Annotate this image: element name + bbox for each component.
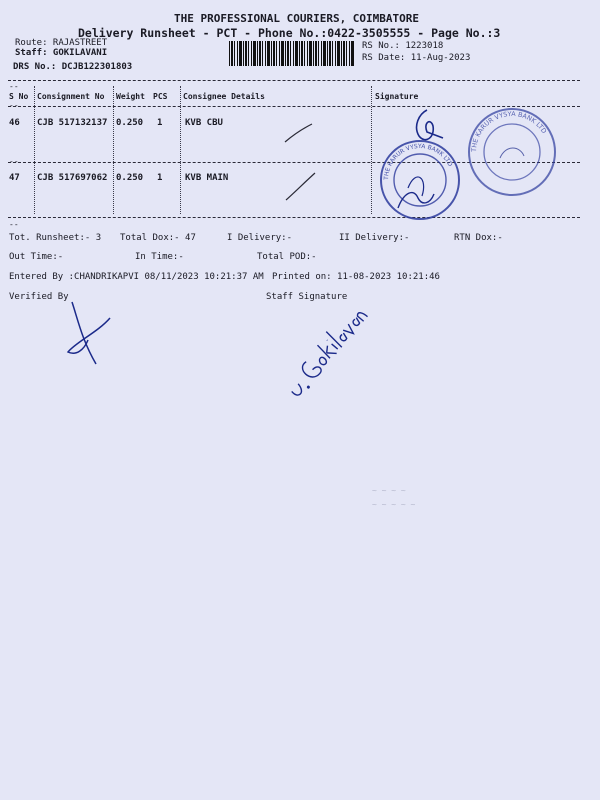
column-divider — [180, 86, 181, 214]
col-header-pcs: PCS — [153, 92, 168, 101]
total-dox: Total Dox:- 47 — [120, 233, 196, 243]
handwritten-mark — [284, 122, 314, 144]
staff-signature — [270, 308, 380, 408]
verifier-signature — [62, 300, 118, 366]
row-47-sno: 47 — [9, 173, 20, 183]
i-delivery: I Delivery:- — [227, 233, 293, 243]
stamp-2-text: THE KARUR VYSYA BANK LTD — [469, 109, 549, 153]
col-header-sno: S No — [9, 92, 29, 101]
runsheet-title: Delivery Runsheet - PCT - Phone No.:0422-3505555 - Page No.:3 — [78, 26, 501, 40]
bleed-through-text: ~ ~ ~ ~ — [372, 486, 406, 495]
route-label: Route: RAJASTREET — [15, 38, 108, 48]
drs-number: DRS No.: DCJB122301803 — [13, 62, 133, 72]
column-divider — [34, 86, 35, 214]
row-46-pcs: 1 — [157, 118, 163, 128]
col-header-signature: Signature — [375, 92, 419, 101]
rtn-dox: RTN Dox:- — [454, 233, 503, 243]
row-47-weight: 0.250 — [116, 173, 144, 183]
divider — [8, 80, 580, 81]
row-47-pcs: 1 — [157, 173, 163, 183]
row-46-sno: 46 — [9, 118, 20, 128]
rs-date: RS Date: 11-Aug-2023 — [362, 53, 471, 63]
row-47-consignee: KVB MAIN — [185, 173, 229, 183]
row-47-consignment: CJB 517697062 — [37, 173, 108, 183]
stamp-1-text: THE KARUR VYSYA BANK LTD — [382, 142, 454, 181]
row-46-consignee: KVB CBU — [185, 118, 223, 128]
tot-runsheet: Tot. Runsheet:- 3 — [9, 233, 102, 243]
row-46-consignment: CJB 517132137 — [37, 118, 108, 128]
staff-label: Staff: GOKILAVANI — [15, 48, 108, 58]
row-46-weight: 0.250 — [116, 118, 144, 128]
handwritten-mark — [285, 172, 317, 202]
divider — [8, 217, 580, 218]
verified-by: Verified By — [9, 292, 69, 302]
stamp-signature — [396, 184, 436, 214]
col-header-weight: Weight — [116, 92, 145, 101]
printed-on: Printed on: 11-08-2023 10:21:46 — [272, 272, 440, 282]
out-time: Out Time:- — [9, 252, 64, 262]
total-pod: Total POD:- — [257, 252, 317, 262]
company-name: THE PROFESSIONAL COURIERS, COIMBATORE — [174, 12, 420, 25]
column-divider — [113, 86, 114, 214]
bank-stamp — [466, 106, 558, 198]
in-time: In Time:- — [135, 252, 184, 262]
bleed-through-text: ~ ~ ~ ~ ~ — [372, 500, 416, 509]
rs-number: RS No.: 1223018 — [362, 41, 444, 51]
barcode — [229, 41, 355, 66]
staff-signature-label: Staff Signature — [266, 292, 348, 302]
ii-delivery: II Delivery:- — [339, 233, 410, 243]
column-divider — [371, 86, 372, 214]
entered-by: Entered By :CHANDRIKAPVI 08/11/2023 10:21:37 AM — [9, 272, 264, 282]
col-header-consignee: Consignee Details — [183, 92, 265, 101]
col-header-consignment: Consignment No — [37, 92, 105, 101]
